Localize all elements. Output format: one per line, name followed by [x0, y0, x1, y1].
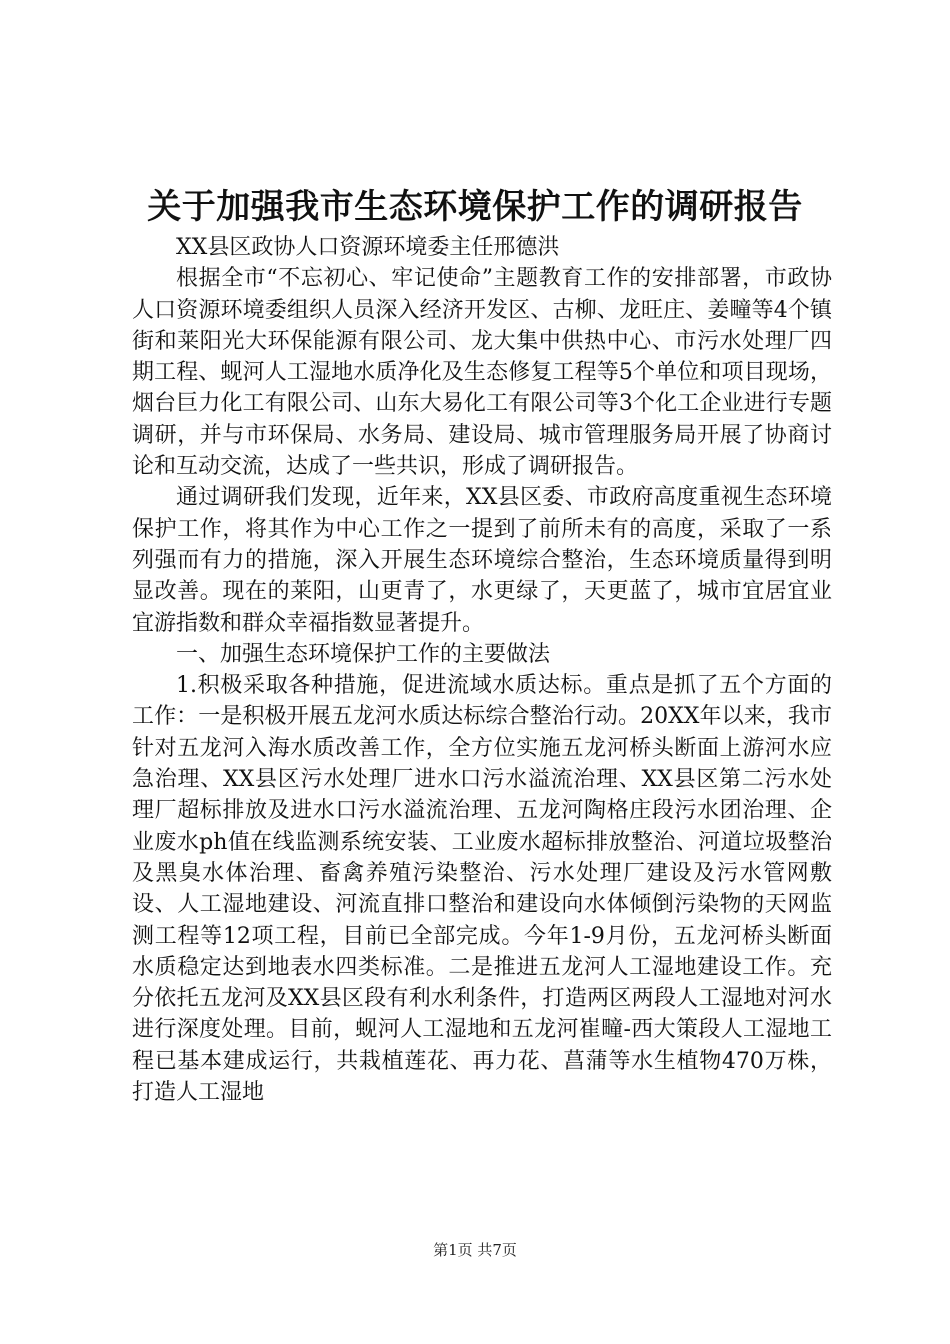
- page-footer: 第1页 共7页: [433, 1241, 517, 1259]
- document-body: [132, 232, 832, 1108]
- paragraph-intro: 根据全市“不忘初心、牢记使命”主题教育工作的安排部署，市政协人口资源环境委组织人员深入经济开发区、古柳、龙旺庄、姜疃等4个镇街和莱阳光大环保能源有限公司、龙大集中供热中心、市污水处理厂四期工程、蚬河人工湿地水质净化及生态修复工程等5个单位和项目现场，烟台巨力化工有限公司、山东大易化工有限公司等3个化工企业进行专题调研，并与市环保局、水务局、建设局、城市管理服务局开展了协商讨论和互动交流，达成了一些共识，形成了调研报告。: [132, 266, 832, 480]
- section-heading: 一、加强生态环境保护工作的主要做法: [176, 641, 551, 667]
- author-line: XX县区政协人口资源环境委主任邢德洪: [176, 235, 560, 260]
- paragraph-measures: 1.积极采取各种措施，促进流域水质达标。重点是抓了五个方面的工作：一是积极开展五龙河水质达标综合整治行动。20XX年以来，我市针对五龙河入海水质改善工作，全方位实施五龙河桥头断面上游河水应急治理、XX县区污水处理厂进水口污水溢流治理、XX县区第二污水处理厂超标排放及进水口污水溢流治理、五龙河陶格庄段污水团治理、企业废水ph值在线监测系统安装、工业废水超标排放整治、河道垃圾整治及黑臭水体治理、畜禽养殖污染整治、污水处理厂建设及污水管网敷设、人工湿地建设、河流直排口整治和建设向水体倾倒污染物的天网监测工程等12项工程，目前已全部完成。今年1-9月份，五龙河桥头断面水质稳定达到地表水四类标准。二是推进五龙河人工湿地建设工作。充分依托五龙河及XX县区段有利水利条件，打造两区两段人工湿地对河水进行深度处理。目前，蚬河人工湿地和五龙河崔疃-西大策段人工湿地工程已基本建成运行，共栽植莲花、再力花、菖蒲等水生植物470万株，打造人工湿地: [132, 673, 832, 1106]
- paragraph-findings: 通过调研我们发现，近年来，XX县区委、市政府高度重视生态环境保护工作，将其作为中心工作之一提到了前所未有的高度，采取了一系列强而有力的措施，深入开展生态环境综合整治，生态环境质量得到明显改善。现在的莱阳，山更青了，水更绿了，天更蓝了，城市宜居宜业宜游指数和群众幸福指数显著提升。: [132, 485, 832, 636]
- document-title: 关于加强我市生态环境保护工作的调研报告: [147, 187, 803, 227]
